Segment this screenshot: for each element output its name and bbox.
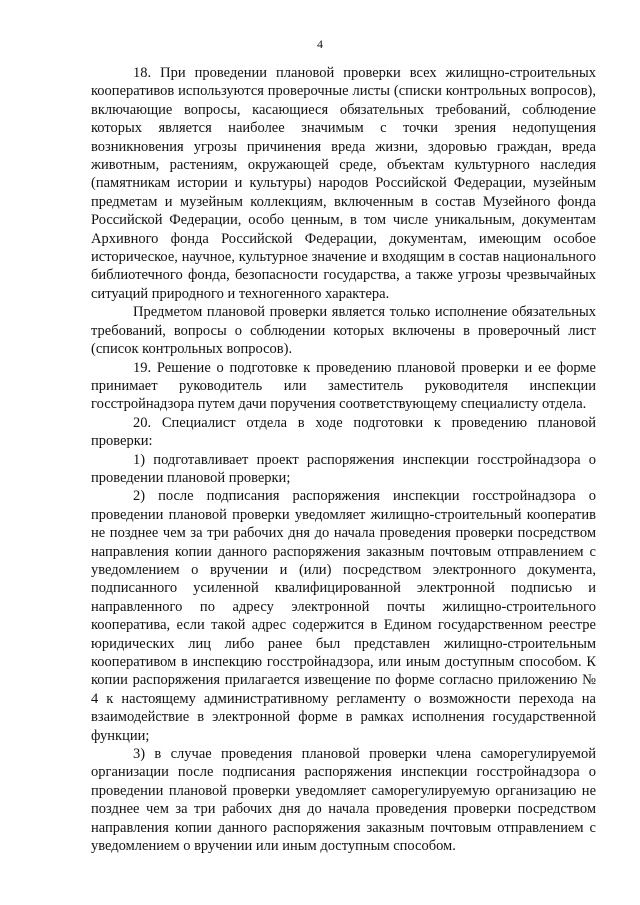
document-body <box>91 64 596 855</box>
list-item-2: 2) после подписания распоряжения инспекции госстройнадзора о проведении плановой проверки уведомляет жилищно-строительный кооператив не позднее чем за три рабочих дня до начала проведения проверки посредством направления копии данного распоряжения заказным почтовым отправлением с уведомлением о вручении и (или) посредством электронного документа, подписанного усиленной квалифицированной электронной подписью и направленного по адресу электронной почты жилищно-строительного кооператива, если такой адрес содержится в Едином государственном реестре юридических лиц либо ранее был представлен жилищно-строительным кооперативом в инспекцию госстройнадзора, или иным доступным способом. К копии распоряжения прилагается извещение по форме согласно приложению № 4 к настоящему административному регламенту о возможности перехода на взаимодействие в электронной форме в рамках исполнения государственной функции; <box>91 488 596 744</box>
paragraph-20: 20. Специалист отдела в ходе подготовки к проведению плановой проверки: <box>91 414 596 450</box>
list-item-1: 1) подготавливает проект распоряжения инспекции госстройнадзора о проведении плановой проверки; <box>91 451 596 486</box>
page-number: 4 <box>317 37 323 51</box>
paragraph-18: 18. При проведении плановой проверки всех жилищно-строительных кооперативов используются проверочные листы (списки контрольных вопросов), включающие вопросы, касающиеся обязательных требований, соблюдение которых является наиболее значимым с точки зрения недопущения возникновения угрозы причинения вреда жизни, здоровью граждан, вреда животным, растениям, окружающей среде, объектам культурного наследия (памятникам истории и культуры) народов Российской Федерации, музейным предметам и музейным коллекциям, включенным в состав Музейного фонда Российской Федерации, особо ценным, в том числе уникальным, документам Архивного фонда Российской Федерации, документам, имеющим особое историческое, научное, культурное значение и входящим в состав национального библиотечного фонда, безопасности государства, а также угрозы чрезвычайных ситуаций природного и техногенного характера. <box>91 65 596 302</box>
paragraph-inspection-subject: Предметом плановой проверки является только исполнение обязательных требований, вопросы о соблюдении которых включены в проверочный лист (список контрольных вопросов). <box>91 304 596 358</box>
paragraph-19: 19. Решение о подготовке к проведению плановой проверки и ее форме принимает руководитель или заместитель руководителя инспекции госстройнадзора путем дачи поручения соответствующему специалисту отдела. <box>91 359 596 413</box>
list-item-3: 3) в случае проведения плановой проверки члена саморегулируемой организации после подписания распоряжения инспекции госстройнадзора о проведении плановой проверки уведомляет саморегулируемую организацию не позднее чем за три рабочих дня до начала проведения проверки посредством направления копии данного распоряжения заказным почтовым отправлением с уведомлением о вручении или иным доступным способом. <box>91 746 596 855</box>
